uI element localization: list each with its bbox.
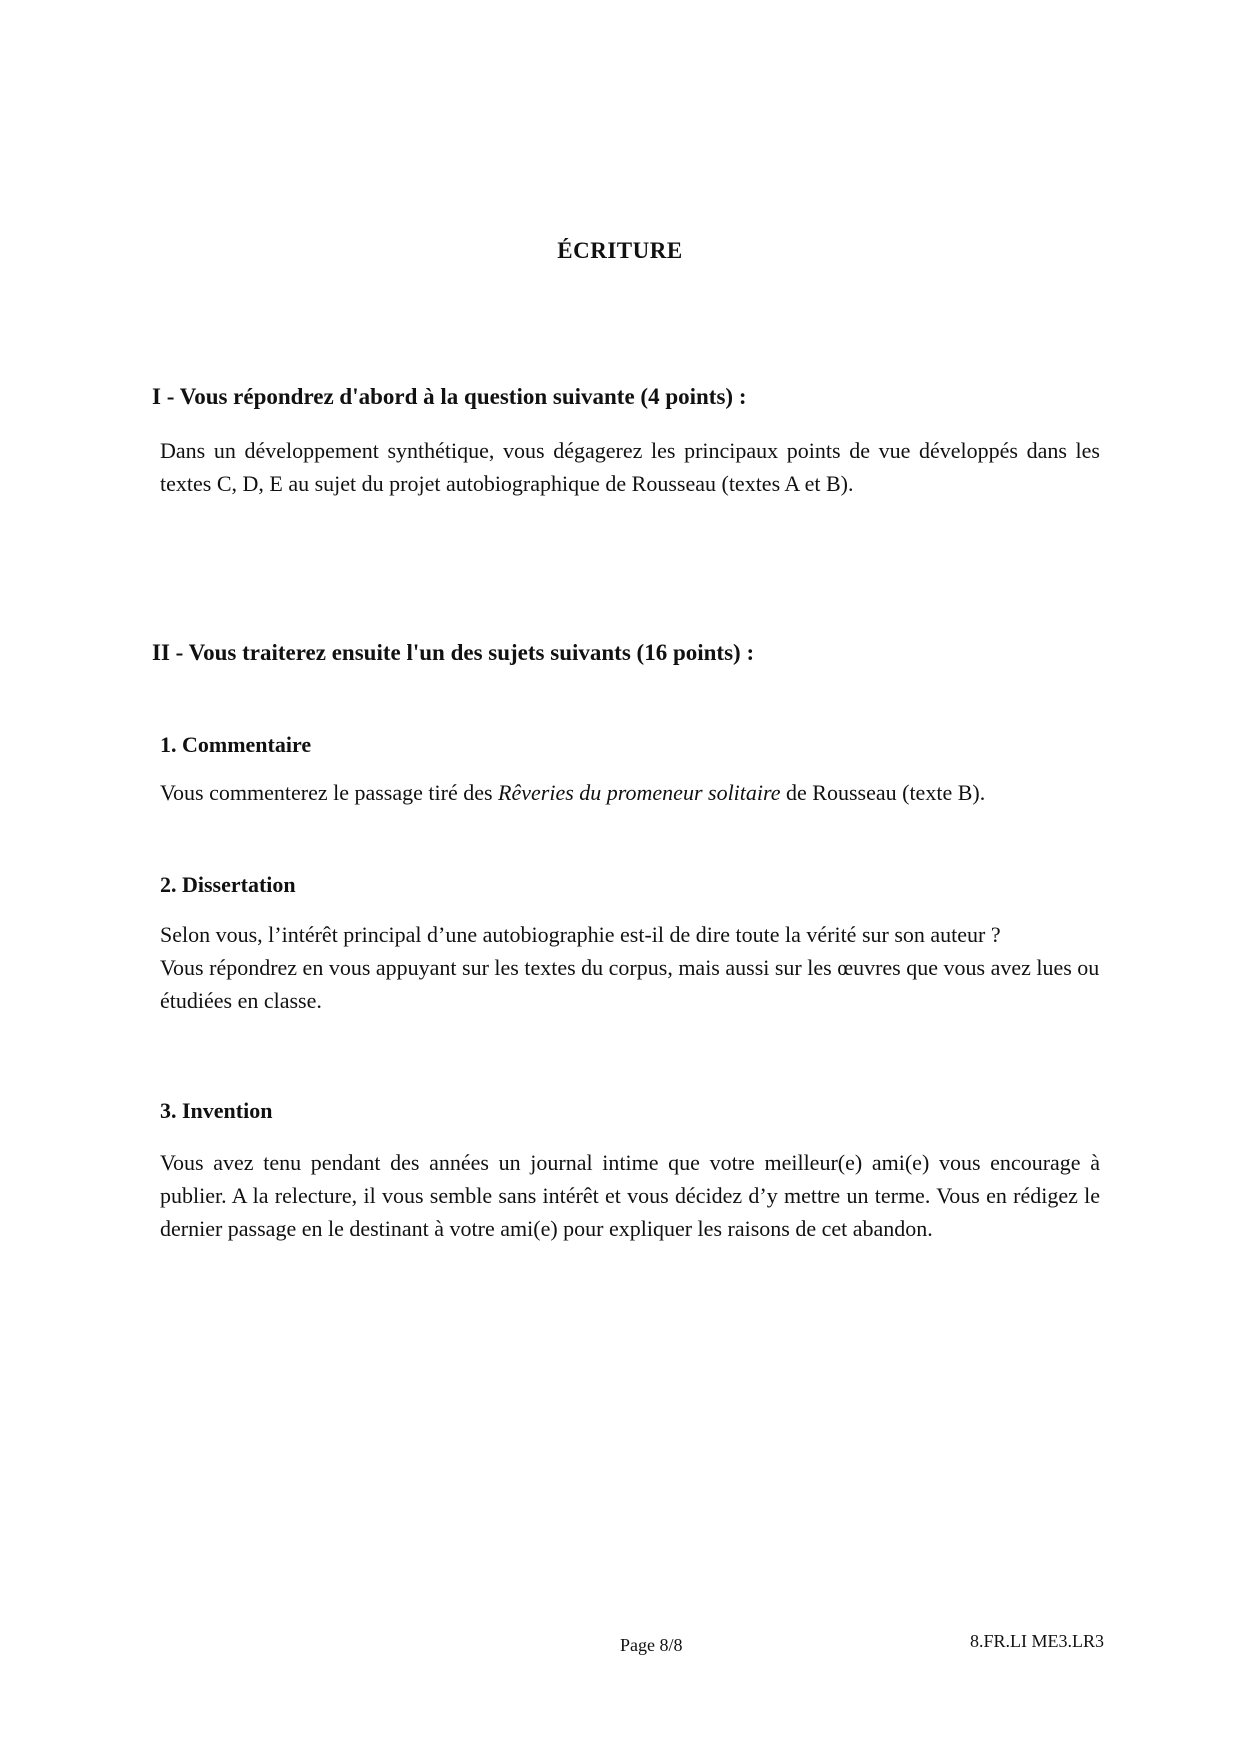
document-code: 8.FR.LI ME3.LR3 [970,1631,1105,1651]
dissertation-text [160,918,1100,1017]
commentaire-sentence [160,776,1100,809]
commentaire-heading: 1. Commentaire [160,732,312,757]
commentaire-text [160,776,1100,809]
invention-paragraph: Vous avez tenu pendant des années un journal intime que votre meilleur(e) ami(e) vous encourage à publier. A la relecture, il vous semble sans intérêt et vous décidez d’y mettre un terme. Vous en rédigez le dernier passage en le destinant à votre ami(e) pour expliquer les raisons de cet abandon. [160,1150,1100,1241]
dissertation-line-2: Vous répondrez en vous appuyant sur les textes du corpus, mais aussi sur les œuvres que vous avez lues ou étudiées en classe. [160,955,1100,1013]
commentaire-work-title: Rêveries du promeneur solitaire [498,780,781,805]
invention-text [160,1146,1100,1245]
part-one-question-text: Dans un développement synthétique, vous dégagerez les principaux points de vue développés dans les textes C, D, E au sujet du projet autobiographique de Rousseau (textes A et B). [160,438,1100,496]
commentaire-text-after: de Rousseau (texte B). [780,780,986,805]
page-number: Page 8/8 [620,1635,683,1655]
part-one-question [160,434,1100,500]
dissertation-heading: 2. Dissertation [160,872,296,897]
dissertation-line-1: Selon vous, l’intérêt principal d’une autobiographie est-il de dire toute la vérité sur son auteur ? [160,922,1001,947]
page-title: ÉCRITURE [557,238,683,263]
part-one-heading: I - Vous répondrez d'abord à la question suivante (4 points) : [152,384,747,409]
commentaire-text-before: Vous commenterez le passage tiré des [160,780,499,805]
invention-heading: 3. Invention [160,1098,273,1123]
part-two-heading: II - Vous traiterez ensuite l'un des sujets suivants (16 points) : [152,640,755,665]
